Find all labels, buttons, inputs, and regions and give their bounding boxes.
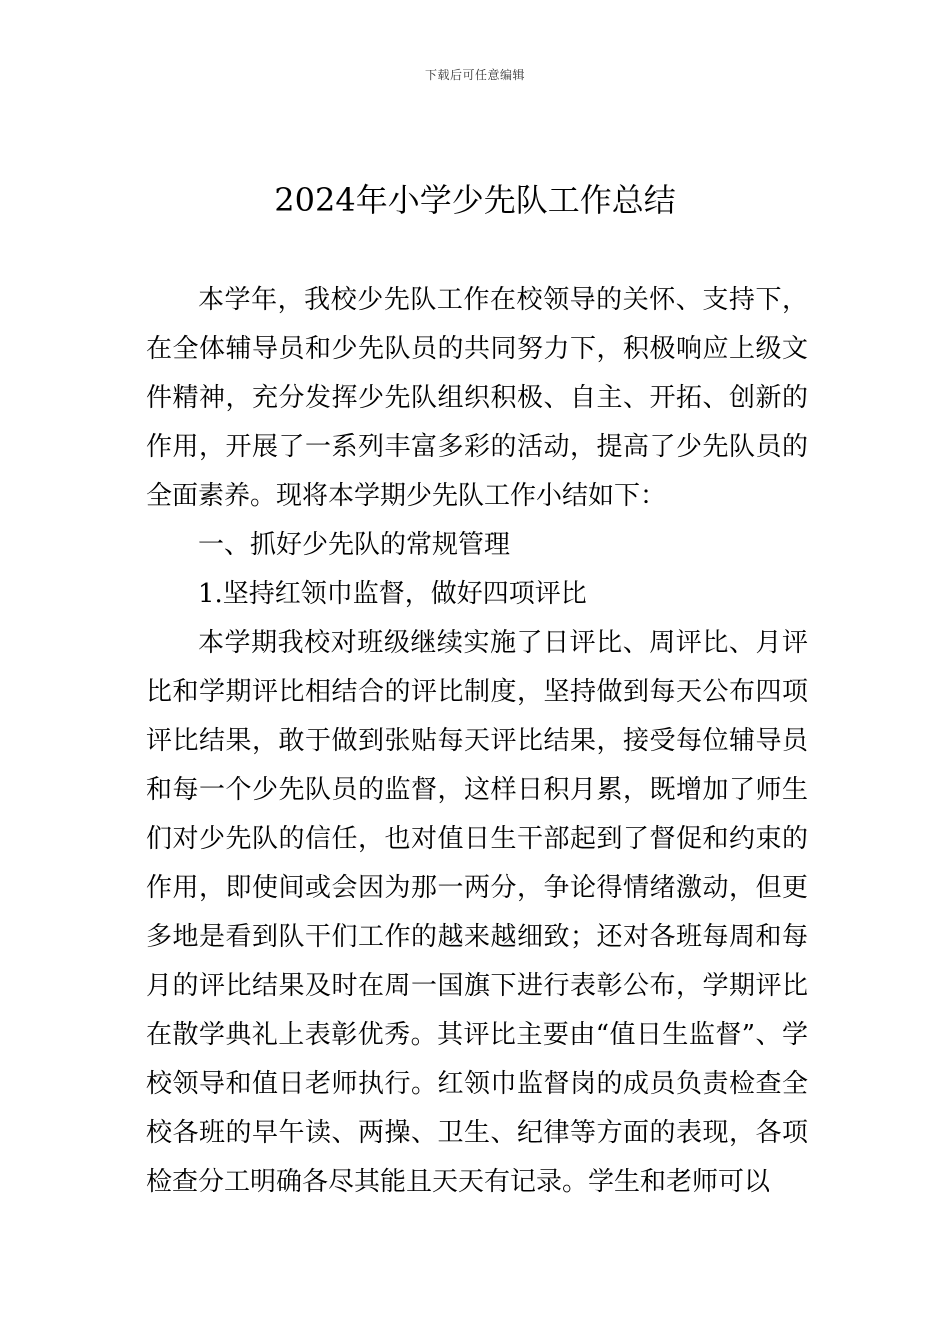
document-body (146, 276, 808, 1207)
document-title: 2024年小学少先队工作总结 (274, 181, 676, 219)
subsection-heading: 1.坚持红领巾监督，做好四项评比 (198, 579, 587, 609)
paragraph-evaluation: 本学期我校对班级继续实施了日评比、周评比、月评比和学期评比相结合的评比制度，坚持做到每天公布四项评比结果，敢于做到张贴每天评比结果，接受每位辅导员和每一个少先队员的监督，这样日积月累，既增加了师生们对少先队的信任，也对值日生干部起到了督促和约束的作用，即使间或会因为那一两分，争论得情绪激动，但更多地是看到队干们工作的越来越细致；还对各班每周和每月的评比结果及时在周一国旗下进行表彰公布，学期评比在散学典礼上表彰优秀。其评比主要由“值日生监督”、学校领导和值日老师执行。红领巾监督岗的成员负责检查全校各班的早午读、两操、卫生、纪律等方面的表现，各项检查分工明确各尽其能且天天有记录。学生和老师可以 (146, 628, 808, 1197)
header-note: 下载后可任意编辑 (424, 68, 525, 82)
paragraph-intro: 本学年，我校少先队工作在校领导的关怀、支持下，在全体辅导员和少先队员的共同努力下，积极响应上级文件精神，充分发挥少先队组织积极、自主、开拓、创新的作用，开展了一系列丰富多彩的活动，提高了少先队员的全面素养。现将本学期少先队工作小结如下： (146, 285, 808, 511)
section-heading: 一、抓好少先队的常规管理 (198, 530, 511, 560)
